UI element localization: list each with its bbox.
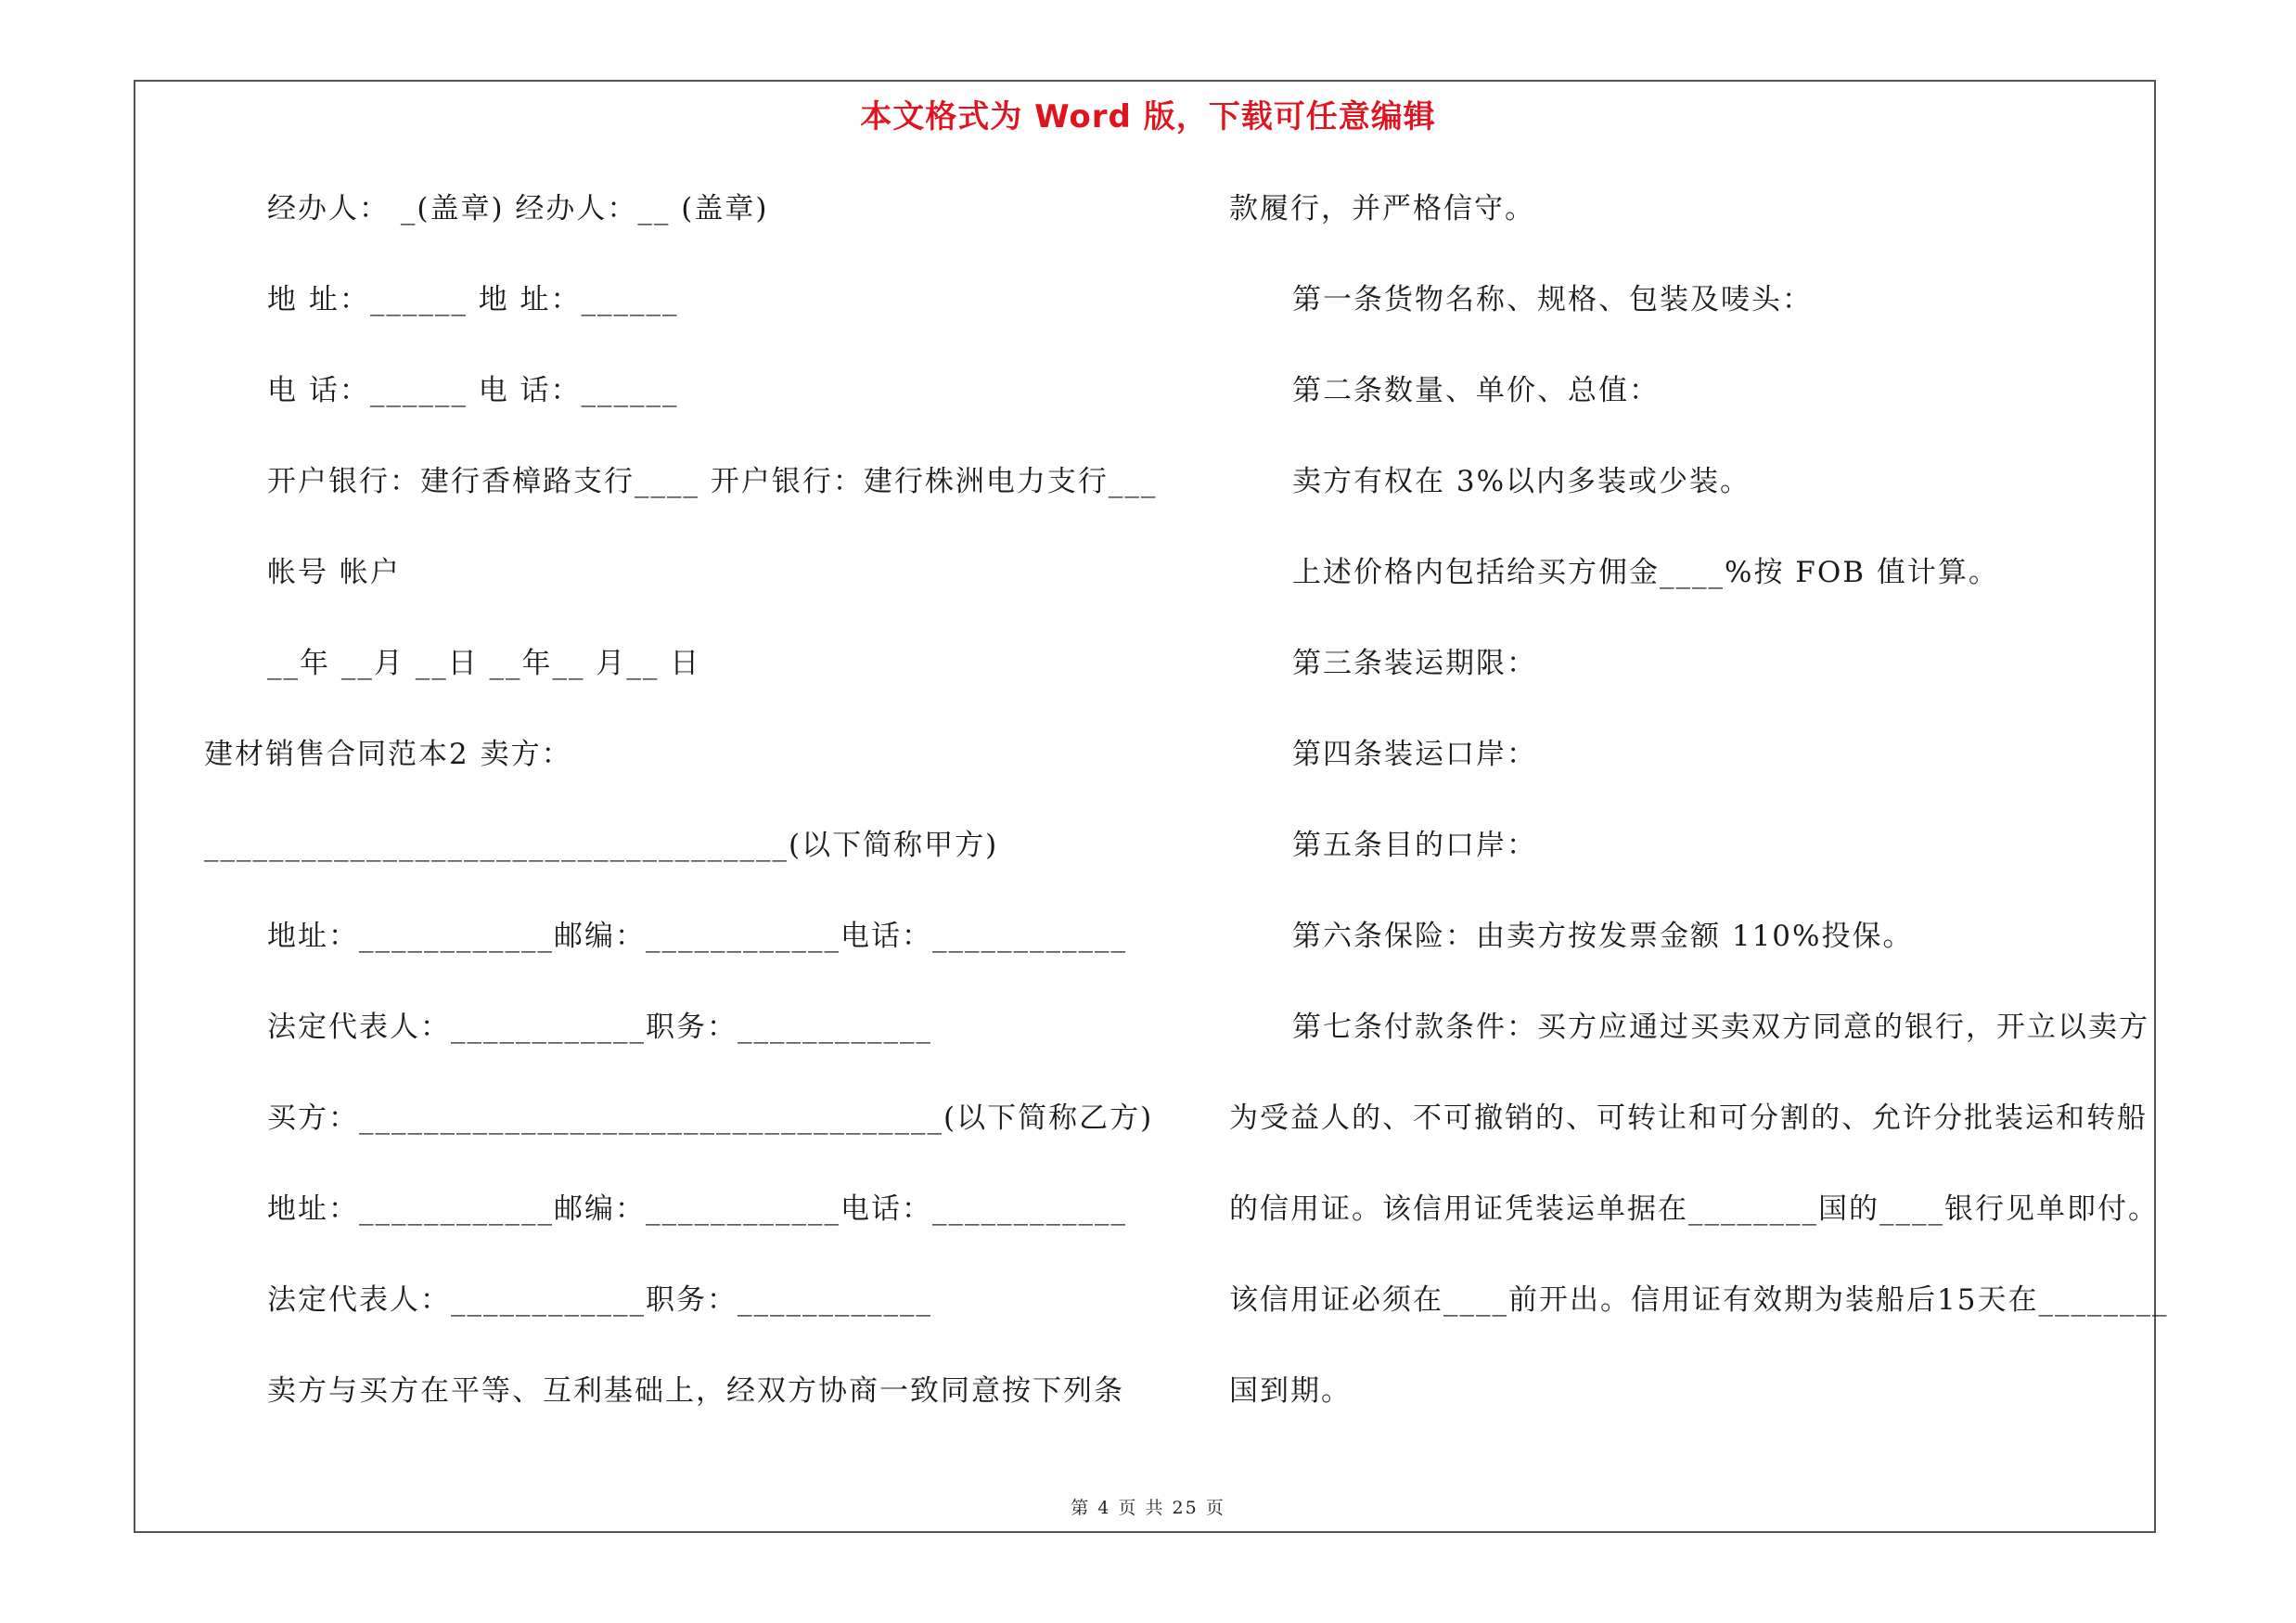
text-line: 第四条装运口岸：: [1292, 738, 1537, 771]
text-line: 法定代表人：____________职务：____________: [267, 1011, 932, 1044]
text-line: 帐号 帐户: [267, 556, 401, 589]
page-number: 第 4 页 共 25 页: [1071, 1498, 1225, 1518]
text-line: 开户银行：建行香樟路支行____ 开户银行：建行株洲电力支行___: [267, 465, 1158, 498]
text-line: 卖方与买方在平等、互利基础上，经双方协商一致同意按下列条: [267, 1374, 1124, 1408]
text-line: 电 话：______ 电 话：______: [267, 374, 679, 407]
text-line: 经办人： _(盖章) 经办人：__ (盖章): [267, 192, 769, 225]
text-line: 第一条货物名称、规格、包装及唛头：: [1292, 283, 1813, 316]
text-line: 第五条目的口岸：: [1292, 829, 1537, 862]
text-line: 国到期。: [1229, 1374, 1352, 1408]
format-banner: 本文格式为 Word 版，下载可任意编辑: [860, 98, 1436, 135]
text-line: 建材销售合同范本2 卖方：: [204, 738, 572, 771]
text-line: 的信用证。该信用证凭装运单据在________国的____银行见单即付。: [1229, 1192, 2159, 1226]
text-line: 第三条装运期限：: [1292, 647, 1537, 680]
text-line: 卖方有权在 3%以内多装或少装。: [1292, 465, 1751, 498]
text-line: 第七条付款条件：买方应通过买卖双方同意的银行，开立以卖方: [1292, 1011, 2149, 1044]
left-column: [204, 186, 1187, 1459]
text-line: 地址：____________邮编：____________电话：____________: [267, 1192, 1127, 1226]
text-line: 上述价格内包括给买方佣金____%按 FOB 值计算。: [1292, 556, 1999, 589]
text-line: 地 址：______ 地 址：______: [267, 283, 679, 316]
text-line: 买方：____________________________________(以下简称乙方): [267, 1101, 1154, 1135]
text-line: __年 __月 __日 __年__ 月__ 日: [267, 647, 701, 680]
text-line: 地址：____________邮编：____________电话：____________: [267, 920, 1127, 953]
right-column: [1229, 186, 2169, 1459]
text-line: 该信用证必须在____前开出。信用证有效期为装船后15天在________: [1229, 1283, 2169, 1317]
text-line: 第二条数量、单价、总值：: [1292, 374, 1660, 407]
text-line: ____________________________________(以下简称甲方): [204, 829, 999, 862]
text-line: 法定代表人：____________职务：____________: [267, 1283, 932, 1317]
text-line: 款履行，并严格信守。: [1229, 192, 1535, 225]
text-line: 为受益人的、不可撤销的、可转让和可分割的、允许分批装运和转船: [1229, 1101, 2148, 1135]
text-line: 第六条保险：由卖方按发票金额 110%投保。: [1292, 920, 1914, 953]
